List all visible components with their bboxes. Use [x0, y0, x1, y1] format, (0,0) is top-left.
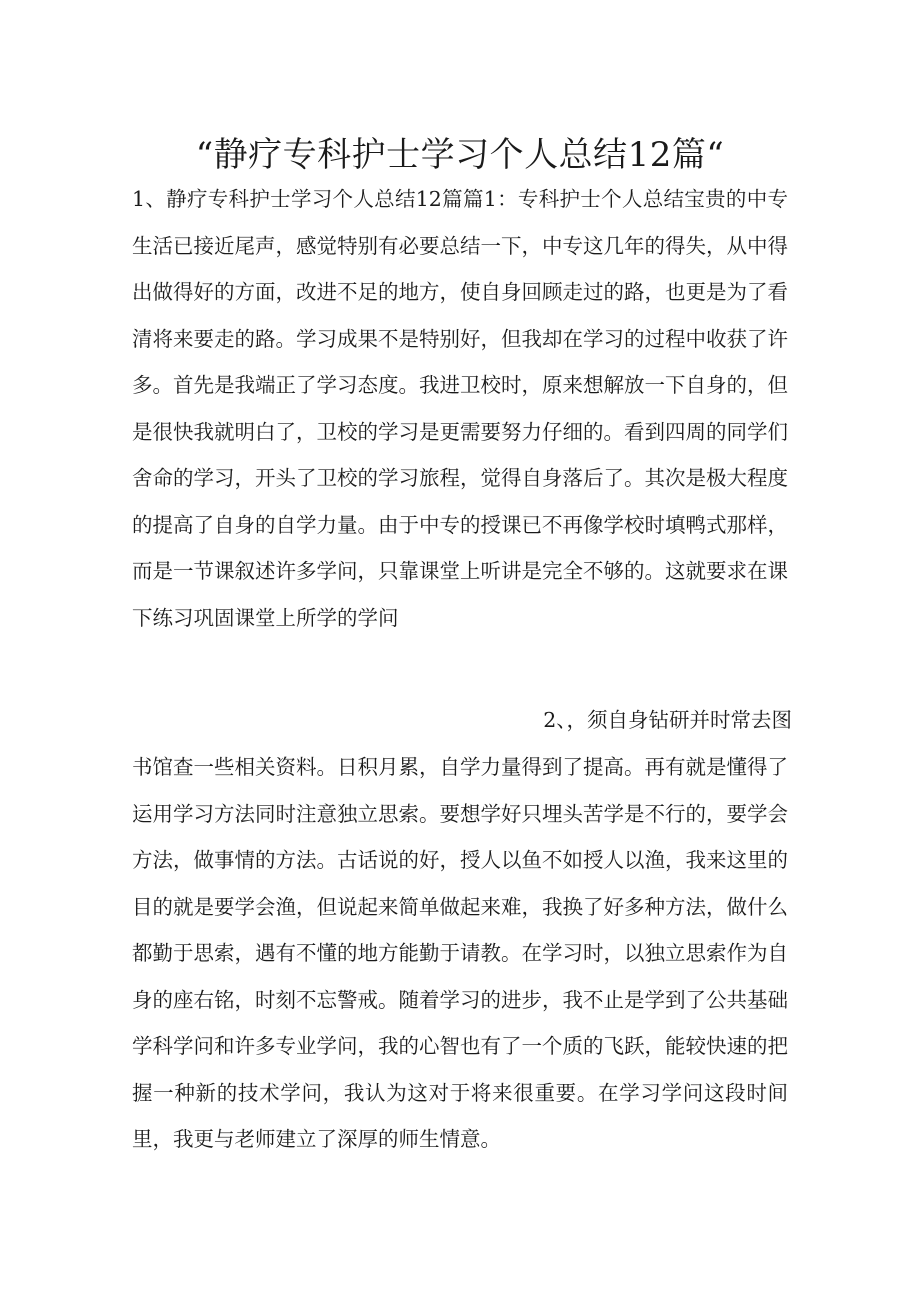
document-title: “静疗专科护士学习个人总结12篇“: [195, 135, 725, 175]
paragraph-2-lead: 2、，须自身钻研并时常去图: [543, 708, 792, 732]
paragraph-1: 1、静疗专科护士学习个人总结12篇篇1：专科护士个人总结宝贵的中专生活已接近尾声，感觉特别有必要总结一下，中专这几年的得失，从中得出做得好的方面，改进不足的地方，使自身回顾走过的路，也更是为了看清将来要走的路。学习成果不是特别好，但我却在学习的过程中收获了许多。首先是我端正了学习态度。我进卫校时，原来想解放一下自身的，但是很快我就明白了，卫校的学习是更需要努力仔细的。看到四周的同学们舍命的学习，开头了卫校的学习旅程，觉得自身落后了。其次是极大程度的提高了自身的自学力量。由于中专的授课已不再像学校时填鸭式那样，而是一节课叙述许多学问，只靠课堂上听讲是完全不够的。这就要求在课下练习巩固课堂上所学的学问: [132, 187, 788, 630]
paragraph-2: 书馆查一些相关资料。日积月累，自学力量得到了提高。再有就是懂得了运用学习方法同时注意独立思索。要想学好只埋头苦学是不行的，要学会方法，做事情的方法。古话说的好，授人以鱼不如授人以渔，我来这里的目的就是要学会渔，但说起来简单做起来难，我换了好多种方法，做什么都勤于思索，遇有不懂的地方能勤于请教。在学习时，以独立思索作为自身的座右铭，时刻不忘警戒。随着学习的进步，我不止是学到了公共基础学科学问和许多专业学问，我的心智也有了一个质的飞跃，能较快速的把握一种新的技术学问，我认为这对于将来很重要。在学习学问这段时间里，我更与老师建立了深厚的师生情意。: [132, 755, 788, 1151]
